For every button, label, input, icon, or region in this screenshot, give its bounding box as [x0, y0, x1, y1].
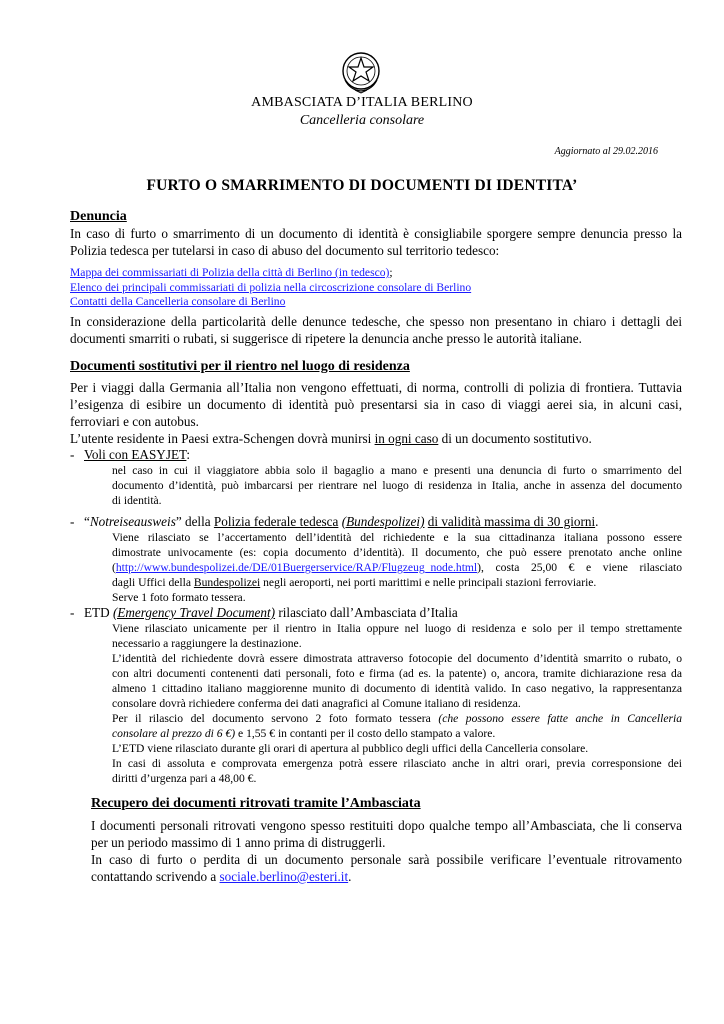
- etd-text-line: necessario a raggiungere la destinazione.: [112, 637, 302, 650]
- bundespolizei-label: (Bundespolizei): [341, 514, 425, 529]
- recupero-heading: Recupero dei documenti ritrovati tramite l’Ambasciata: [91, 796, 421, 811]
- link-separator: ;: [389, 266, 393, 279]
- federal-police-label: Polizia federale tedesca: [213, 514, 339, 529]
- sostitutivi-section: [70, 359, 682, 447]
- etd-text-line: diritti d’urgenza pari a 48,00 €.: [112, 772, 257, 785]
- easyjet-body: [112, 463, 682, 508]
- etd-text-line: In casi di assoluta e comprovata emergenza potrà essere rilasciato anche in altri orari, previa corresponsione dei: [112, 757, 682, 770]
- text-segment: Per il rilascio del documento servono 2 foto formato tessera: [112, 712, 439, 725]
- notreise-item: [70, 513, 598, 530]
- recupero-text-line: In caso di furto o perdita di un documento personale sarà possibile verificare l’eventuale ritrovamento: [91, 852, 682, 867]
- etd-text-line: [112, 711, 682, 726]
- etd-text-line: con altri documenti contenenti dati personali, foto e firma (ad es. la patente) o, ancora, tramite dichiarazione resa da: [112, 667, 682, 680]
- etd-full-name: (Emergency Travel Document): [112, 605, 276, 620]
- text-segment: negli aeroporti, nei porti marittimi e nelle principali stazioni ferroviarie.: [260, 576, 597, 589]
- text-segment: di un documento sostitutivo.: [438, 431, 592, 446]
- etd-text-line: almeno 1 cittadino italiano maggiorenne munito di documento di identità valido. In caso negativo, la rappresentanza: [112, 682, 682, 695]
- sostitutivi-text-line: Per i viaggi dalla Germania all’Italia non vengono effettuati, di norma, controlli di polizia di frontiera. Tuttavia: [70, 380, 682, 395]
- denuncia-section: [70, 209, 682, 347]
- notreise-text-line: Viene rilasciato se l’accertamento dell’identità del richiedente e la sua cittadinanza italiana possono essere: [112, 531, 682, 544]
- bundespolizei-underlined: Bundespolizei: [193, 576, 261, 589]
- recupero-text-line: I documenti personali ritrovati vengono spesso restituiti dopo qualche tempo all’Ambasciata, che li conserva: [91, 818, 682, 833]
- sostitutivi-text-line: l’esigenza di esibire un documento di identità può presentarsi sia in caso di viaggi aerei sia, in alcuni casi,: [70, 397, 682, 412]
- notreise-name: Notreiseausweis: [89, 514, 176, 529]
- chancery-name: Cancelleria consolare: [299, 113, 425, 128]
- etd-label: ETD: [84, 605, 113, 620]
- notreise-text-line: Serve 1 foto formato tessera.: [112, 591, 246, 604]
- embassy-name: AMBASCIATA D’ITALIA BERLINO: [251, 95, 473, 110]
- notreise-text-line: [112, 560, 682, 575]
- denuncia-text-line: In caso di furto o smarrimento di un documento di identità è consigliabile sporgere sempre denuncia presso la: [70, 226, 682, 241]
- bullet-dash: -: [70, 447, 75, 462]
- notreise-body: [112, 530, 682, 605]
- police-list-link[interactable]: Elenco dei principali commissariati di polizia nella circoscrizione consolare di Berlino: [70, 281, 472, 294]
- easyjet-label: Voli con EASYJET: [84, 447, 187, 462]
- easyjet-text-line: documento d’identità, può imbarcarsi per rientrare nel luogo di residenza in Italia, anche in assenza del documento: [112, 479, 682, 492]
- label-colon: :: [186, 447, 191, 462]
- bundespolizei-url-link[interactable]: http://www.bundespolizei.de/DE/01Buergerservice/RAP/Flugzeug_node.html: [115, 561, 478, 574]
- etd-text-line: consolare dovrà richiedere conferma dei dati anagrafici al Comune italiano di residenza.: [112, 697, 521, 710]
- text-segment: ), costa 25,00 € e viene rilasciato: [477, 561, 682, 574]
- etd-text-line: [112, 726, 682, 741]
- etd-text-line: L’identità del richiedente dovrà essere dimostrata attraverso fotocopie del documento d’identità smarrito o rubato, o: [112, 652, 682, 665]
- denuncia-heading: Denuncia: [70, 209, 127, 224]
- police-map-link[interactable]: Mappa dei commissariati di Polizia della città di Berlino (in tedesco): [70, 266, 390, 279]
- chancery-contacts-link[interactable]: Contatti della Cancelleria consolare di Berlino: [70, 295, 286, 308]
- bullet-dash: -: [70, 514, 75, 529]
- emphasis-underlined: in ogni caso: [374, 431, 439, 446]
- text-segment: contattando scrivendo a: [91, 869, 220, 884]
- sostitutivi-text-line: ferroviari e con autobus.: [70, 414, 199, 429]
- text-segment: dagli Uffici della: [112, 576, 194, 589]
- text-segment: ” della: [175, 514, 214, 529]
- denuncia-text-line: documenti smarriti o rubati, si suggerisce di ripetere la denuncia anche presso le autorità italiane.: [70, 331, 582, 346]
- sostitutivi-heading: Documenti sostitutivi per il rientro nel luogo di residenza: [70, 359, 410, 374]
- italic-segment: consolare al prezzo di 6 €): [112, 727, 236, 740]
- text-segment: .: [348, 869, 352, 884]
- denuncia-text-line: Polizia tedesca per tutelarsi in caso di abuso del documento sul territorio tedesco:: [70, 243, 500, 258]
- recupero-section: [91, 796, 682, 885]
- page-title: FURTO O SMARRIMENTO DI DOCUMENTI DI IDENTITA’: [146, 177, 578, 194]
- denuncia-text-line: In considerazione della particolarità delle denunce tedesche, che spesso non presentano in chiaro i dettagli dei: [70, 314, 682, 329]
- easyjet-text-line: nel caso in cui il viaggiatore abbia solo il bagaglio a mano e presenti una denuncia di furto o smarrimento del: [112, 464, 682, 477]
- etd-text-line: Viene rilasciato unicamente per il rientro in Italia oppure nel luogo di residenza e solo per il tempo strettamente: [112, 622, 682, 635]
- italic-segment: (che possono essere fatte anche in Cancelleria: [438, 712, 682, 725]
- email-link[interactable]: sociale.berlino@esteri.it: [219, 869, 349, 884]
- easyjet-item: [70, 446, 190, 463]
- text-segment: rilasciato dall’Ambasciata d’Italia: [275, 605, 458, 620]
- etd-body: [112, 621, 682, 786]
- notreise-text-line: dimostrate univocamente (es: copia documento d’identità). Il documento, che può essere prenotato anche online: [112, 546, 682, 559]
- recupero-text-line: per un periodo massimo di 1 anno prima di distruggerli.: [91, 835, 386, 850]
- recupero-text-line: [91, 868, 682, 885]
- etd-text-line: L’ETD viene rilasciato durante gli orari di apertura al pubblico degli uffici della Cancelleria consolare.: [112, 742, 589, 755]
- bullet-dash: -: [70, 605, 75, 620]
- updated-date: Aggiornato al 29.02.2016: [554, 146, 658, 157]
- text-segment: “: [84, 514, 90, 529]
- text-segment: .: [595, 514, 599, 529]
- easyjet-text-line: di identità.: [112, 494, 162, 507]
- text-segment: e 1,55 € in contanti per il costo dello stampato a valore.: [235, 727, 496, 740]
- sostitutivi-text-line: [70, 430, 682, 447]
- validity-label: di validità massima di 30 giorni: [427, 514, 596, 529]
- notreise-text-line: [112, 575, 682, 590]
- text-segment: (: [112, 561, 116, 574]
- text-segment: L’utente residente in Paesi extra-Schengen dovrà munirsi: [70, 431, 375, 446]
- etd-item: [70, 604, 458, 621]
- italian-republic-emblem-icon: [340, 50, 382, 94]
